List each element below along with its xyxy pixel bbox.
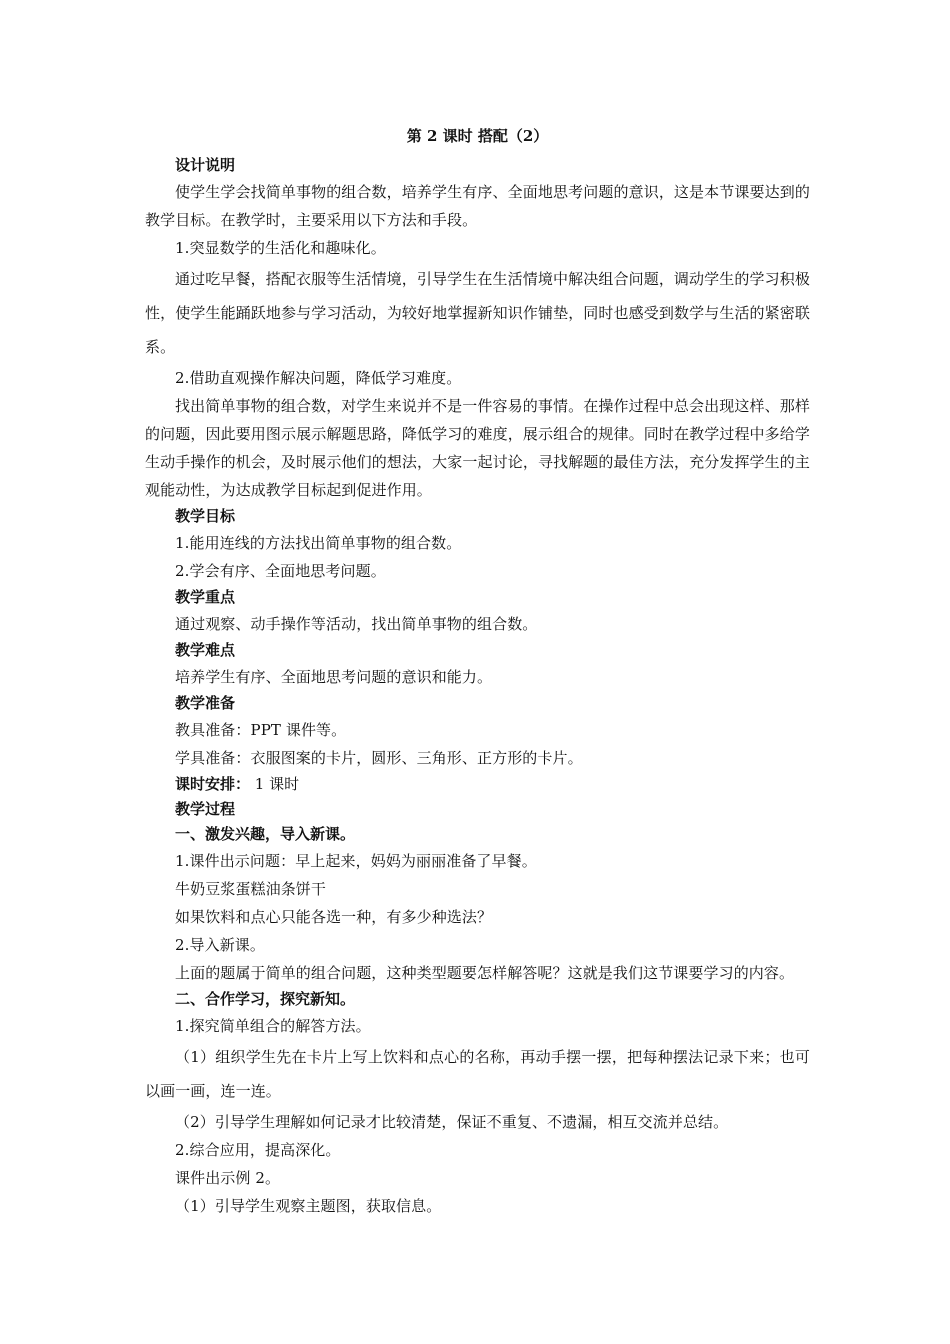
process-heading: 教学过程 (175, 800, 236, 818)
design-point-1: 1.突显数学的生活化和趣味化。 (175, 239, 386, 257)
part2-item: （1）组织学生先在卡片上写上饮料和点心的名称，再动手摆一摆，把每种摆法记录下来；也可以画一画，连一连。 (145, 1048, 810, 1100)
schedule-value: 1 课时 (250, 775, 300, 793)
part1-item: 如果饮料和点心只能各选一种，有多少种选法？ (175, 908, 493, 926)
part2-item: 1.探究简单组合的解答方法。 (175, 1017, 371, 1035)
document-body (145, 124, 810, 1220)
part1-item: 牛奶豆浆蛋糕油条饼干 (175, 880, 327, 898)
schedule-label: 课时安排： (175, 775, 251, 793)
goal-heading: 教学目标 (175, 507, 236, 525)
prep-teacher: 教具准备：PPT 课件等。 (175, 721, 347, 739)
design-heading: 设计说明 (175, 156, 236, 174)
difficulty-text: 培养学生有序、全面地思考问题的意识和能力。 (175, 668, 493, 686)
design-paragraph: 使学生学会找简单事物的组合数，培养学生有序、全面地思考问题的意识，这是本节课要达到的教学目标。在教学时，主要采用以下方法和手段。 (145, 183, 810, 229)
prep-student: 学具准备：衣服图案的卡片，圆形、三角形、正方形的卡片。 (175, 749, 583, 767)
difficulty-heading: 教学难点 (175, 641, 236, 659)
part2-item: 课件出示例 2。 (175, 1169, 281, 1187)
part2-item: 2.综合应用，提高深化。 (175, 1141, 341, 1159)
key-heading: 教学重点 (175, 588, 236, 606)
part1-item: 1.课件出示问题：早上起来，妈妈为丽丽准备了早餐。 (175, 852, 537, 870)
prep-heading: 教学准备 (175, 694, 236, 712)
design-paragraph: 通过吃早餐，搭配衣服等生活情境，引导学生在生活情境中解决组合问题，调动学生的学习积极性，使学生能踊跃地参与学习活动，为较好地掌握新知识作铺垫，同时也感受到数学与生活的紧密联系。 (145, 270, 810, 356)
page-title: 第 2 课时 搭配（2） (406, 127, 549, 145)
part1-heading: 一、激发兴趣，导入新课。 (175, 825, 356, 843)
schedule-line (145, 772, 810, 797)
part2-item: （1）引导学生观察主题图，获取信息。 (175, 1197, 442, 1215)
part1-item: 上面的题属于简单的组合问题，这种类型题要怎样解答呢？这就是我们这节课要学习的内容。 (175, 964, 795, 982)
part2-item: （2）引导学生理解如何记录才比较清楚，保证不重复、不遗漏，相互交流并总结。 (175, 1113, 729, 1131)
key-text: 通过观察、动手操作等活动，找出简单事物的组合数。 (175, 615, 538, 633)
part1-item: 2.导入新课。 (175, 936, 266, 954)
goal-item: 2.学会有序、全面地思考问题。 (175, 562, 386, 580)
goal-item: 1.能用连线的方法找出简单事物的组合数。 (175, 534, 462, 552)
design-paragraph: 找出简单事物的组合数，对学生来说并不是一件容易的事情。在操作过程中总会出现这样、那样的问题，因此要用图示展示解题思路，降低学习的难度，展示组合的规律。同时在教学过程中多给学生动手操作的机会，及时展示他们的想法，大家一起讨论，寻找解题的最佳方法，充分发挥学生的主观能动性，为达成教学目标起到促进作用。 (145, 397, 810, 499)
part2-heading: 二、合作学习，探究新知。 (175, 990, 356, 1008)
design-point-2: 2.借助直观操作解决问题，降低学习难度。 (175, 369, 462, 387)
